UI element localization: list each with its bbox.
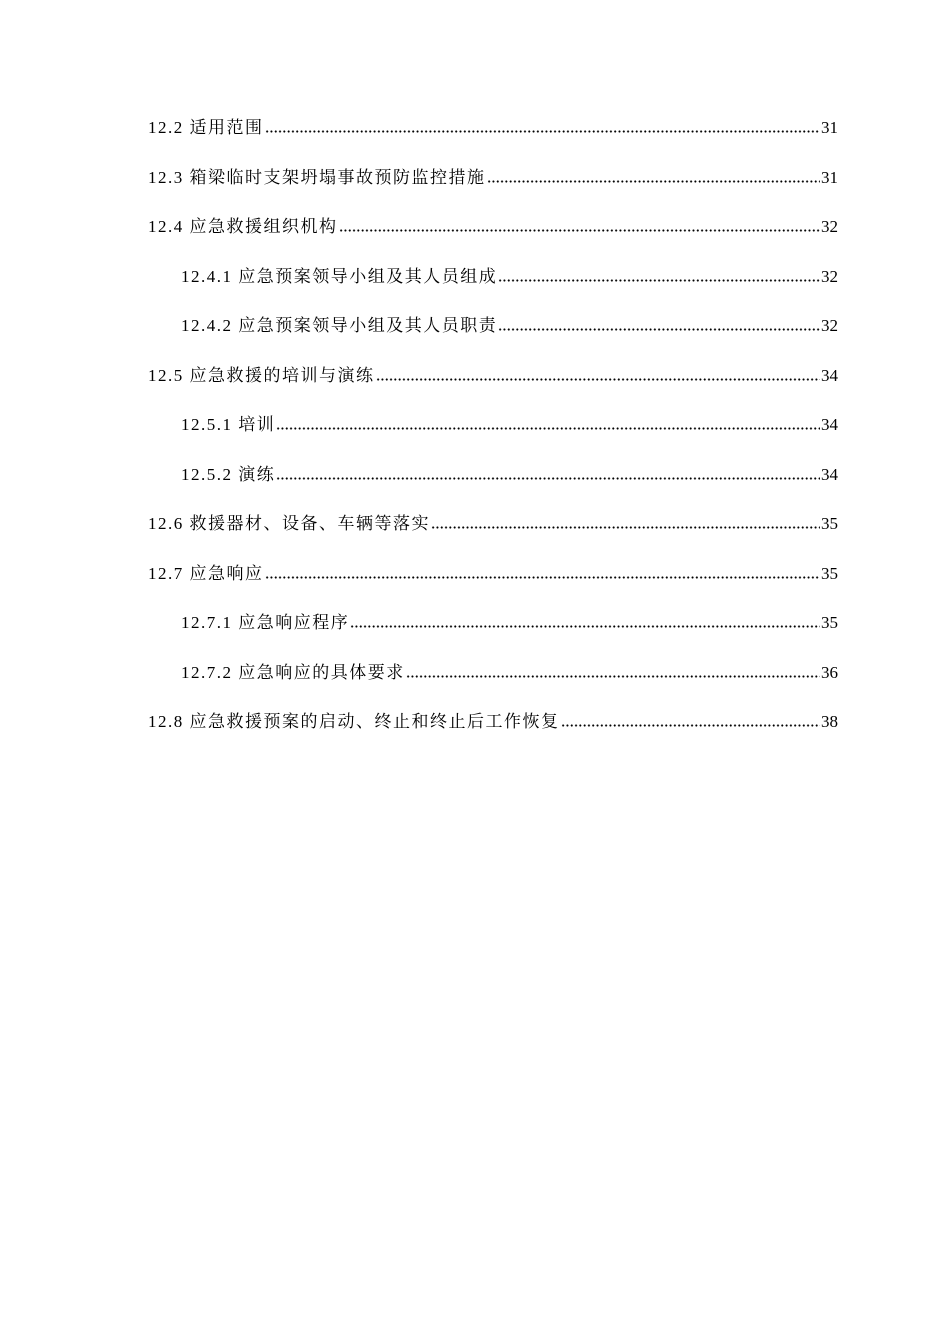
toc-entry-title: 12.4 应急救援组织机构: [148, 217, 338, 236]
toc-entry-title: 12.7 应急响应: [148, 563, 264, 583]
toc-entry-12-2[interactable]: [148, 113, 838, 163]
table-of-contents: [148, 113, 838, 757]
toc-entry-12-4[interactable]: [148, 212, 838, 262]
toc-entry-12-6[interactable]: [148, 509, 838, 559]
toc-leader-dots: [276, 466, 820, 480]
toc-entry-12-3[interactable]: [148, 163, 838, 213]
toc-entry-page: 36: [821, 662, 838, 682]
toc-entry-title: 12.7.2 应急响应的具体要求: [181, 662, 405, 682]
toc-entry-12-7-1[interactable]: [148, 608, 838, 658]
toc-entry-title: 12.4.2 应急预案领导小组及其人员职责: [181, 316, 498, 335]
toc-entry-12-7-2[interactable]: [148, 658, 838, 708]
toc-entry-title: 12.6 救援器材、设备、车辆等落实: [148, 514, 430, 533]
toc-entry-12-5[interactable]: [148, 361, 838, 411]
toc-entry-page: 32: [821, 217, 838, 236]
toc-entry-page: 31: [821, 167, 838, 187]
toc-entry-12-5-1[interactable]: [148, 410, 838, 460]
toc-entry-page: 32: [821, 266, 838, 286]
toc-leader-dots: [350, 614, 820, 628]
toc-entry-12-5-2[interactable]: [148, 460, 838, 510]
toc-entry-12-7[interactable]: [148, 559, 838, 609]
toc-entry-page: 34: [821, 365, 838, 385]
toc-entry-12-4-2[interactable]: [148, 311, 838, 361]
toc-entry-title: 12.4.1 应急预案领导小组及其人员组成: [181, 266, 498, 286]
toc-leader-dots: [561, 713, 821, 727]
toc-leader-dots: [406, 664, 820, 678]
toc-entry-title: 12.7.1 应急响应程序: [181, 613, 350, 632]
toc-entry-12-4-1[interactable]: [148, 262, 838, 312]
toc-leader-dots: [498, 317, 820, 331]
toc-entry-12-8[interactable]: [148, 707, 838, 757]
toc-entry-page: 35: [821, 613, 838, 632]
toc-leader-dots: [376, 367, 821, 381]
toc-leader-dots: [498, 268, 820, 282]
toc-leader-dots: [265, 119, 821, 133]
toc-entry-page: 38: [821, 712, 838, 731]
toc-leader-dots: [339, 218, 821, 232]
toc-entry-page: 34: [821, 415, 838, 434]
toc-leader-dots: [265, 565, 821, 579]
toc-entry-title: 12.5.1 培训: [181, 415, 276, 434]
toc-entry-title: 12.5 应急救援的培训与演练: [148, 365, 375, 385]
toc-leader-dots: [431, 515, 820, 529]
toc-entry-title: 12.5.2 演练: [181, 464, 276, 484]
toc-entry-title: 12.8 应急救援预案的启动、终止和终止后工作恢复: [148, 712, 560, 731]
toc-entry-title: 12.2 适用范围: [148, 118, 264, 137]
toc-leader-dots: [487, 169, 821, 183]
toc-entry-page: 32: [821, 316, 838, 335]
toc-entry-page: 34: [821, 464, 838, 484]
toc-entry-page: 31: [821, 118, 838, 137]
toc-entry-page: 35: [821, 563, 838, 583]
toc-leader-dots: [276, 416, 820, 430]
toc-entry-page: 35: [821, 514, 838, 533]
toc-entry-title: 12.3 箱梁临时支架坍塌事故预防监控措施: [148, 167, 486, 187]
